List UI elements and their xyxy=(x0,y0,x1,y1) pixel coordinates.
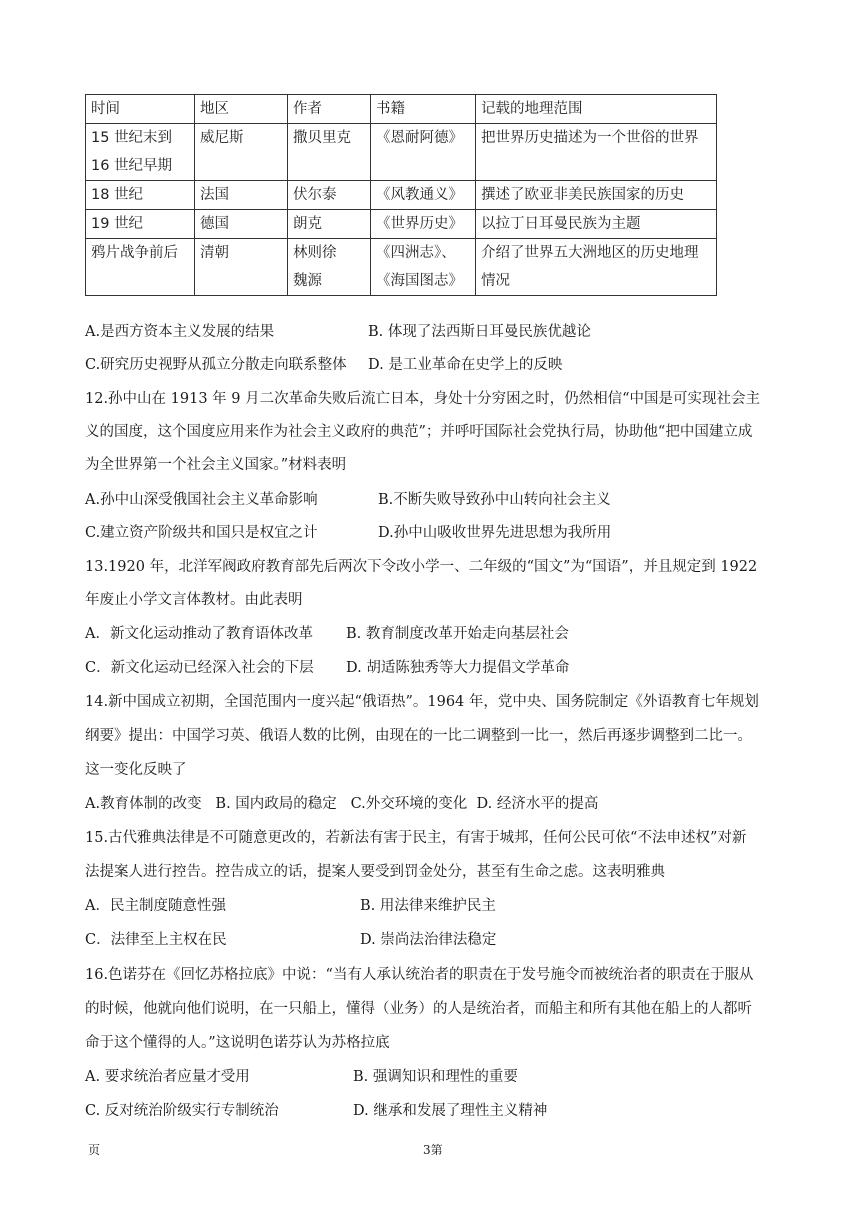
table-cell-book: 《风教通义》 xyxy=(371,181,476,210)
q14-stem-line: 14.新中国成立初期，全国范围内一度兴起“俄语热”。1964 年，党中央、国务院制定《外语教育七年规划 xyxy=(85,694,759,710)
q16-option-c: C. 反对统治阶级实行专制统治 xyxy=(85,1103,279,1119)
table-cell-region: 威尼斯 xyxy=(195,124,288,181)
table-header-cell: 地区 xyxy=(195,95,288,124)
q15-stem-line: 法提案人进行控告。控告成立的话，提案人要受到罚金处分，甚至有生命之虑。这表明雅典 xyxy=(85,864,665,880)
table-header-cell: 书籍 xyxy=(371,95,476,124)
q16-stem-line: 的时候，他就向他们说明，在一只船上，懂得（业务）的人是统治者，而船主和所有其他在船上的人都听 xyxy=(85,1001,752,1017)
table-row xyxy=(86,210,717,239)
table-header-cell: 时间 xyxy=(86,95,195,124)
table-row xyxy=(86,239,717,296)
q16-option-d: D. 继承和发展了理性主义精神 xyxy=(353,1103,548,1119)
q13-stem-line: 13.1920 年，北洋军阀政府教育部先后两次下令改小学一、二年级的“国文”为“国语”，并且规定到 1922 xyxy=(85,559,758,575)
table-cell-author: 林则徐 魏源 xyxy=(288,239,371,296)
q14-options: A.教育体制的改变 B. 国内政局的稳定 C.外交环境的变化 D. 经济水平的提高 xyxy=(85,796,599,812)
q15-stem-line: 15.古代雅典法律是不可随意更改的，若新法有害于民主，有害于城邦，任何公民可依“不法申述权”对新 xyxy=(85,830,747,846)
q15-option-d: D. 崇尚法治律法稳定 xyxy=(360,932,497,948)
page-number: 3第 xyxy=(423,1143,443,1157)
table-header-cell: 作者 xyxy=(288,95,371,124)
q11-option-d: D. 是工业革命在史学上的反映 xyxy=(368,357,563,373)
q13-option-d: D. 胡适陈独秀等大力提倡文学革命 xyxy=(346,660,570,676)
table-cell-region: 清朝 xyxy=(195,239,288,296)
q12-option-a: A.孙中山深受俄国社会主义革命影响 xyxy=(85,492,318,508)
table-header-cell: 记载的地理范围 xyxy=(476,95,717,124)
q15-option-c: C．法律至上主权在民 xyxy=(85,932,227,948)
q14-stem-line: 纲要》提出：中国学习英、俄语人数的比例，由现在的一比二调整到一比一，然后再逐步调整到二比一。 xyxy=(85,728,752,744)
q15-option-a: A．民主制度随意性强 xyxy=(85,898,226,914)
table-cell-book: 《世界历史》 xyxy=(371,210,476,239)
q13-option-c: C．新文化运动已经深入社会的下层 xyxy=(85,660,314,676)
table-row xyxy=(86,181,717,210)
q11-option-b: B. 体现了法西斯日耳曼民族优越论 xyxy=(368,324,591,340)
table-cell-author: 朗克 xyxy=(288,210,371,239)
table-cell-region: 德国 xyxy=(195,210,288,239)
table-cell-time: 18 世纪 xyxy=(86,181,195,210)
table-cell-scope: 介绍了世界五大洲地区的历史地理 情况 xyxy=(476,239,717,296)
table-cell-author: 撒贝里克 xyxy=(288,124,371,181)
q13-option-a: A．新文化运动推动了教育语体改革 xyxy=(85,626,313,642)
q12-stem-line: 12.孙中山在 1913 年 9 月二次革命失败后流亡日本，身处十分穷困之时，仍然相信“中国是可实现社会主 xyxy=(85,391,761,407)
table-cell-time: 鸦片战争前后 xyxy=(86,239,195,296)
table-cell-book: 《四洲志》、 《海国图志》 xyxy=(371,239,476,296)
q16-stem-line: 命于这个懂得的人。”这说明色诺芬认为苏格拉底 xyxy=(85,1035,390,1051)
table-row xyxy=(86,124,717,181)
page-footer-left: 页 xyxy=(88,1143,101,1157)
q12-option-b: B.不断失败导致孙中山转向社会主义 xyxy=(378,492,611,508)
q11-option-a: A.是西方资本主义发展的结果 xyxy=(85,324,275,340)
table-cell-scope: 以拉丁日耳曼民族为主题 xyxy=(476,210,717,239)
q14-stem-line: 这一变化反映了 xyxy=(85,762,187,778)
q12-option-c: C.建立资产阶级共和国只是权宜之计 xyxy=(85,525,318,541)
q13-stem-line: 年废止小学文言体教材。由此表明 xyxy=(85,592,303,608)
q16-stem-line: 16.色诺芬在《回忆苏格拉底》中说：“当有人承认统治者的职责在于发号施令而被统治者的职责在于服从 xyxy=(85,967,754,983)
table-cell-region: 法国 xyxy=(195,181,288,210)
table-cell-time: 15 世纪末到 16 世纪早期 xyxy=(86,124,195,181)
geography-history-table xyxy=(85,94,717,296)
q12-stem-line: 为全世界第一个社会主义国家。”材料表明 xyxy=(85,457,347,473)
table-cell-scope: 撰述了欧亚非美民族国家的历史 xyxy=(476,181,717,210)
table-cell-scope: 把世界历史描述为一个世俗的世界 xyxy=(476,124,717,181)
q11-option-c: C.研究历史视野从孤立分散走向联系整体 xyxy=(85,357,347,373)
table-cell-author: 伏尔泰 xyxy=(288,181,371,210)
q12-option-d: D.孙中山吸收世界先进思想为我所用 xyxy=(378,525,612,541)
q15-option-b: B. 用法律来维护民主 xyxy=(360,898,496,914)
q16-option-a: A. 要求统治者应量才受用 xyxy=(85,1069,250,1085)
table-cell-time: 19 世纪 xyxy=(86,210,195,239)
q12-stem-line: 义的国度，这个国度应用来作为社会主义政府的典范”；并呼吁国际社会党执行局，协助他“把中国建立成 xyxy=(85,424,753,440)
q16-option-b: B. 强调知识和理性的重要 xyxy=(353,1069,518,1085)
table-cell-book: 《恩耐阿德》 xyxy=(371,124,476,181)
q13-option-b: B. 教育制度改革开始走向基层社会 xyxy=(346,626,569,642)
table-header-row xyxy=(86,95,717,124)
